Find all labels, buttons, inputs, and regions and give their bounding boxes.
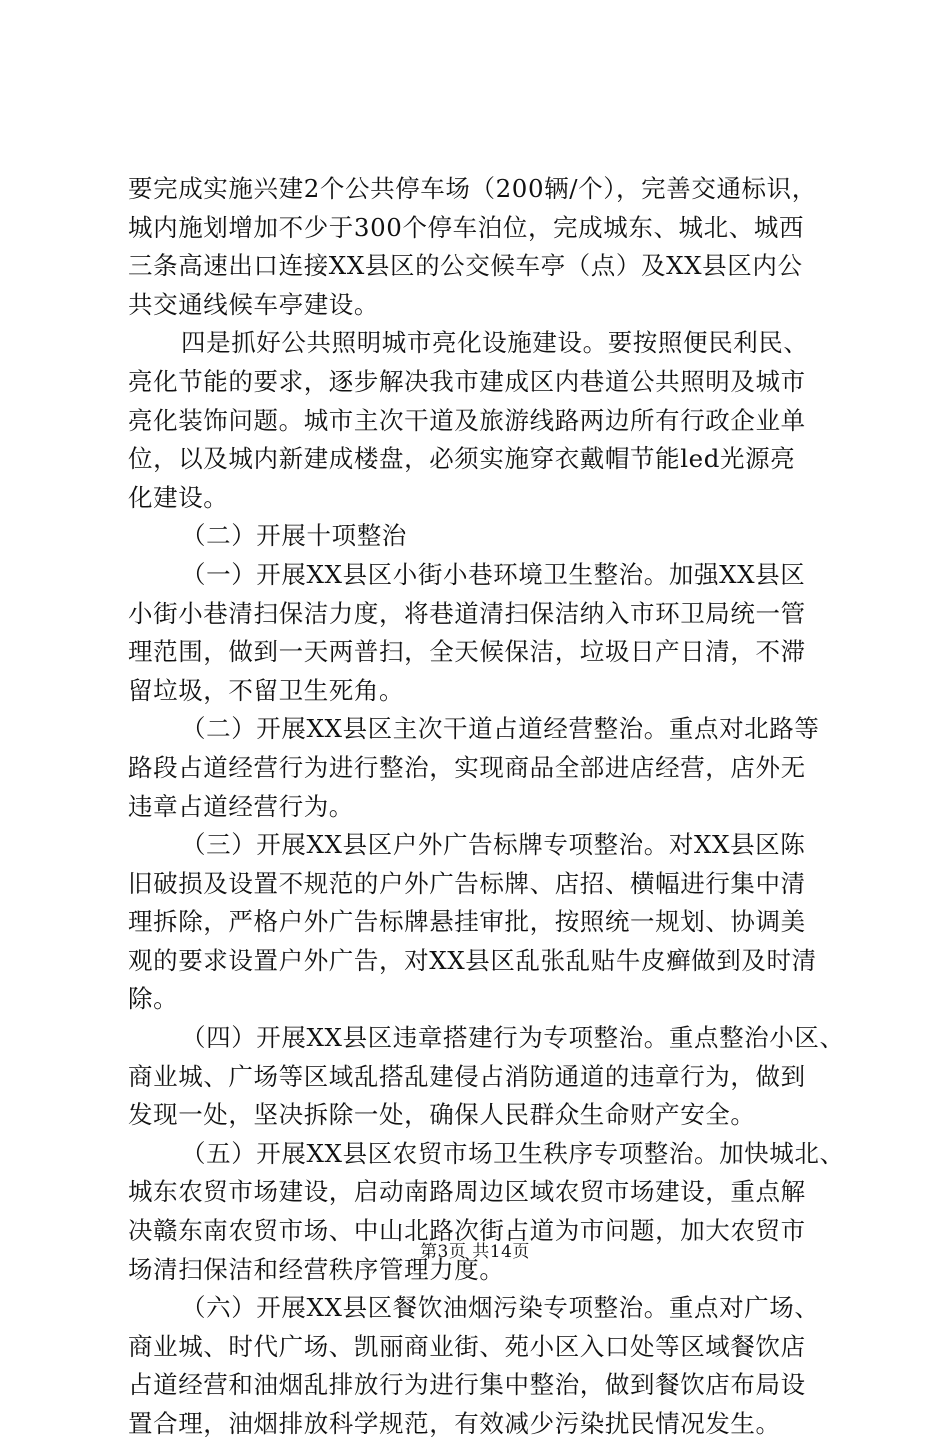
- paragraph-start-line: 四是抓好公共照明城市亮化设施建设。要按照便民利民、: [181, 328, 809, 358]
- text-line: 三条高速出口连接XX县区的公交候车亭（点）及XX县区内公: [128, 251, 803, 281]
- text-line: 场清扫保洁和经营秩序管理力度。: [128, 1254, 505, 1284]
- page-number-footer: 第3页 共14页: [420, 1242, 530, 1262]
- paragraph-start-line: （六）开展XX县区餐饮油烟污染专项整治。重点对广场、: [181, 1293, 820, 1323]
- text-line: 违章占道经营行为。: [128, 791, 354, 821]
- text-line: 决赣东南农贸市场、中山北路次街占道为市问题，加大农贸市: [128, 1216, 806, 1246]
- paragraph-start-line: （五）开展XX县区农贸市场卫生秩序专项整治。加快城北、: [181, 1138, 845, 1168]
- text-line: 除。: [128, 984, 179, 1014]
- text-line: 留垃圾，不留卫生死角。: [128, 675, 405, 705]
- text-line: 观的要求设置户外广告，对XX县区乱张乱贴牛皮癣做到及时清: [128, 945, 817, 975]
- text-line: 城东农贸市场建设，启动南路周边区域农贸市场建设，重点解: [128, 1177, 806, 1207]
- paragraph-start-line: （三）开展XX县区户外广告标牌专项整治。对XX县区陈: [181, 830, 806, 860]
- section-heading: （二）开展十项整治: [181, 521, 407, 551]
- paragraph-start-line: （四）开展XX县区违章搭建行为专项整治。重点整治小区、: [181, 1023, 845, 1053]
- paragraph-start-line: （一）开展XX县区小街小巷环境卫生整治。加强XX县区: [181, 559, 806, 589]
- text-line: 亮化装饰问题。城市主次干道及旅游线路两边所有行政企业单: [128, 405, 806, 435]
- text-line: 占道经营和油烟乱排放行为进行集中整治，做到餐饮店布局设: [128, 1370, 806, 1400]
- text-line: 理拆除，严格户外广告标牌悬挂审批，按照统一规划、协调美: [128, 907, 806, 937]
- text-line: 商业城、时代广场、凯丽商业街、苑小区入口处等区域餐饮店: [128, 1331, 806, 1361]
- text-line: 位，以及城内新建成楼盘，必须实施穿衣戴帽节能led光源亮: [128, 444, 796, 474]
- text-line: 化建设。: [128, 482, 229, 512]
- text-line: 商业城、广场等区域乱搭乱建侵占消防通道的违章行为，做到: [128, 1061, 806, 1091]
- text-line: 亮化节能的要求，逐步解决我市建成区内巷道公共照明及城市: [128, 366, 806, 396]
- paragraph-start-line: （二）开展XX县区主次干道占道经营整治。重点对北路等: [181, 714, 820, 744]
- text-line: 共交通线候车亭建设。: [128, 289, 379, 319]
- text-line: 旧破损及设置不规范的户外广告标牌、店招、横幅进行集中清: [128, 868, 806, 898]
- text-line: 理范围，做到一天两普扫，全天候保洁，垃圾日产日清，不滞: [128, 637, 806, 667]
- text-line: 置合理，油烟排放科学规范，有效减少污染扰民情况发生。: [128, 1409, 781, 1438]
- text-line: 要完成实施兴建2个公共停车场（200辆/个），完善交通标识，: [128, 174, 817, 203]
- text-line: 小街小巷清扫保洁力度，将巷道清扫保洁纳入市环卫局统一管: [128, 598, 806, 628]
- text-line: 发现一处，坚决拆除一处，确保人民群众生命财产安全。: [128, 1100, 756, 1130]
- text-line: 城内施划增加不少于300个停车泊位，完成城东、城北、城西: [128, 212, 805, 242]
- text-line: 路段占道经营行为进行整治，实现商品全部进店经营，店外无: [128, 752, 806, 782]
